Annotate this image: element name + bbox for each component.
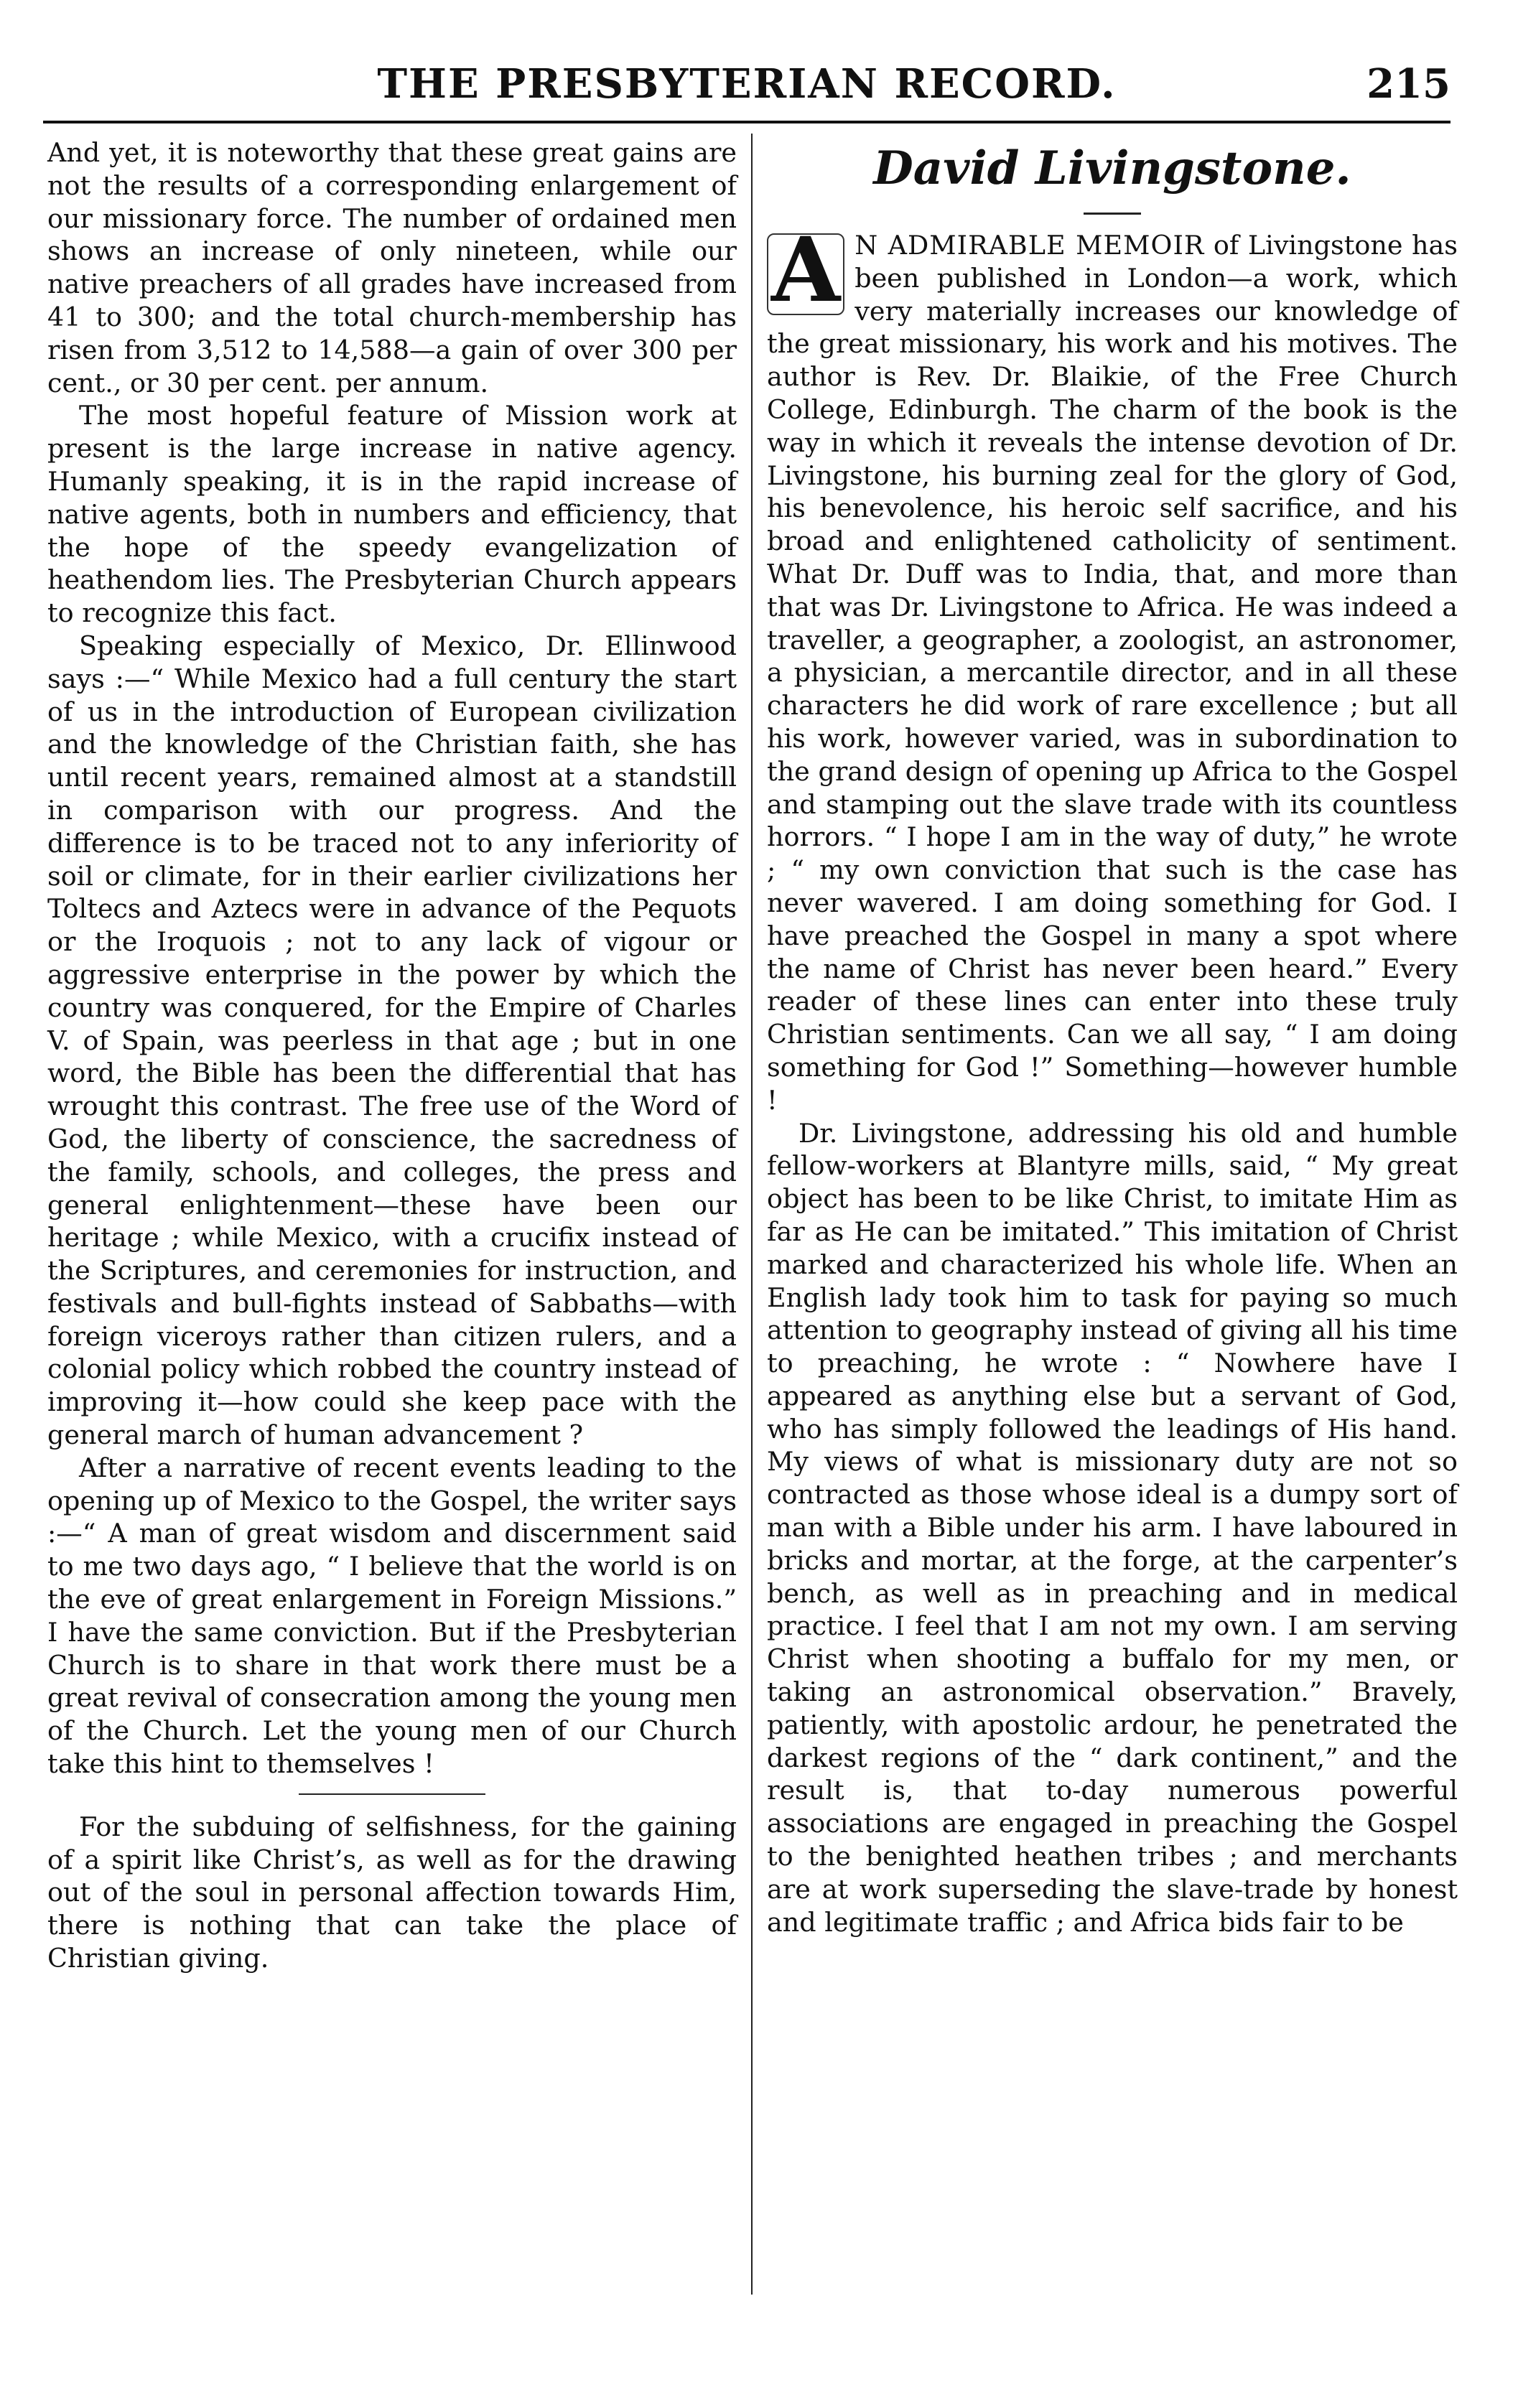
article-paragraph: Dr. Livingstone, addressing his old and humble fellow-workers at Blantyre mills, said, “ My great object has been to be like Christ, to imitate Him as far as He can be imitated.” This imitation of Christ marked and characterized his whole life. When an English lady took him to task for paying so much attention to geography instead of giving all his time to preaching, he wrote : “ Nowhere have I appeared as anything else but a servant of God, who has simply followed the leadings of His hand. My views of what is missionary duty are not so contracted as those whose ideal is a dumpy sort of man with a Bible under his arm. I have laboured in bricks and mortar, at the forge, at the carpenter’s bench, as well as in preaching and in medical practice. I feel that I am not my own. I am serving Christ when shooting a buffalo for my men, or taking an astronomical observation.” Bravely, patiently, with apostolic ardour, he penetrated the darkest regions of the “ dark continent,” and the result is, that to-day numerous powerful associations are engaged in preaching the Gospel to the benighted heathen tribes ; and merchants are at work superseding the slave-trade by honest and legitimate traffic ; and Africa bids fair to be <box>767 1117 1458 1938</box>
title-rule <box>1084 213 1141 215</box>
drop-cap: A <box>767 233 844 315</box>
article-paragraph: And yet, it is noteworthy that these great gains are not the results of a corresponding enlargement of our missionary force. The number of ordained men shows an increase of only nineteen, while our native preachers of all grades have increased from 41 to 300; and the total church-membership has risen from 3,512 to 14,588—a gain of over 300 per cent., or 30 per cent. per annum. <box>47 137 737 398</box>
page-number: 215 <box>1366 60 1451 108</box>
closing-paragraph: For the subduing of selfishness, for the gaining of a spirit like Christ’s, as well as for the drawing out of the soul in personal affection towards Him, there is nothing that can take the place of Christian giving. <box>47 1811 737 1974</box>
lead-small-caps: N ADMIRABLE MEMOIR <box>855 230 1205 261</box>
left-column <box>47 136 737 1975</box>
article-title: David Livingstone. <box>873 141 1351 195</box>
article-paragraph: The most hopeful feature of Mission work at present is the large increase in native agency. Humanly speaking, it is in the rapid increase of native agents, both in numbers and efficiency, that the hope of the speedy evangelization of heathendom lies. The Presbyterian Church appears to recognize this fact. <box>47 400 737 629</box>
header-rule <box>43 121 1451 123</box>
right-column <box>767 136 1458 1938</box>
lead-paragraph <box>767 218 1458 1117</box>
section-divider <box>299 1793 485 1795</box>
running-head <box>43 57 1451 115</box>
lead-text: of Livingstone has been published in London—a work, which very materially increases our knowledge of the great missionary, his work and his motives. The author is Rev. Dr. Blaikie, of the Free Church College, Edinburgh. The charm of the book is the way in which it reveals the intense devotion of Dr. Livingstone, his burning zeal for the glory of God, his benevolence, his heroic self sacrifice, and his broad and enlightened catholicity of sentiment. What Dr. Duff was to India, that, and more than that was Dr. Livingstone to Africa. He was indeed a traveller, a geographer, a zoologist, an astronomer, a physician, a mercantile director, and in all these characters he did work of rare excellence ; but all his work, however varied, was in subordination to the grand design of opening up Africa to the Gospel and stamping out the slave trade with its countless horrors. “ I hope I am in the way of duty,” he wrote ; “ my own conviction that such is the case has never wavered. I am doing something for God. I have preached the Gospel in many a spot where the name of Christ has never been heard.” Every reader of these lines can enter into these truly Christian sentiments. Can we all say, “ I am doing something for God !” Something—however humble ! <box>767 230 1458 1116</box>
article-paragraph: After a narrative of recent events leading to the opening up of Mexico to the Gospel, the writer says :—“ A man of great wisdom and discernment said to me two days ago, “ I believe that the world is on the eve of great enlargement in Foreign Missions.” I have the same conviction. But if the Presbyterian Church is to share in that work there must be a great revival of consecration among the young men of the Church. Let the young men of our Church take this hint to themselves ! <box>47 1452 737 1780</box>
column-divider <box>751 134 753 2295</box>
journal-title: THE PRESBYTERIAN RECORD. <box>377 60 1117 108</box>
article-paragraph: Speaking especially of Mexico, Dr. Ellinwood says :—“ While Mexico had a full century the start of us in the introduction of European civilization and the knowledge of the Christian faith, she has until recent years, remained almost at a standstill in comparison with our progress. And the difference is to be traced not to any inferiority of soil or climate, for in their earlier civilizations her Toltecs and Aztecs were in advance of the Pequots or the Iroquois ; not to any lack of vigour or aggressive enterprise in the power by which the country was conquered, for the Empire of Charles V. of Spain, was peerless in that age ; but in one word, the Bible has been the differential that has wrought this contrast. The free use of the Word of God, the liberty of conscience, the sacredness of the family, schools, and colleges, the press and general enlightenment—these have been our heritage ; while Mexico, with a crucifix instead of the Scriptures, and ceremonies for instruction, and festivals and bull-fights instead of Sabbaths—with foreign viceroys rather than citizen rulers, and a colonial policy which robbed the country instead of improving it—how could she keep pace with the general march of human advancement ? <box>47 630 737 1451</box>
